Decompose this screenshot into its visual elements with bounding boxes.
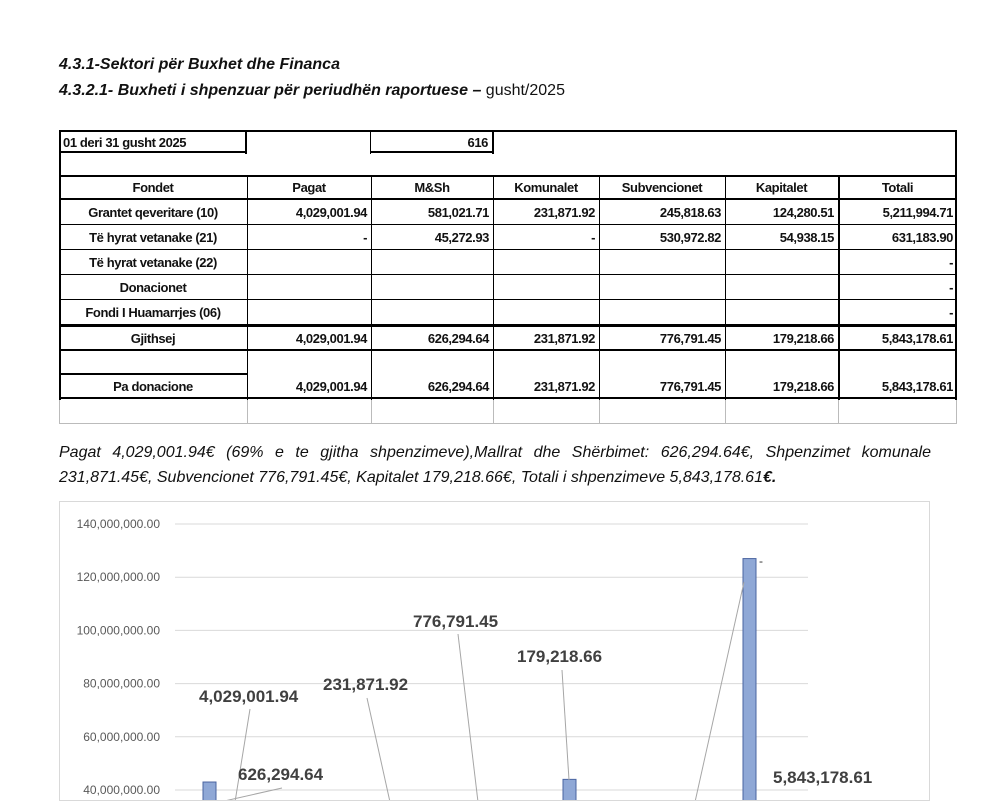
- row-value-pagat: [247, 275, 371, 299]
- chart-svg: [60, 502, 929, 800]
- section-heading: 4.3.1-Sektori për Buxhet dhe Financa: [59, 56, 340, 73]
- y-tick-label: 120,000,000.00: [76, 570, 160, 585]
- total-row-komunalet: 231,871.92: [533, 330, 595, 346]
- column-header-4: Komunalet: [514, 180, 578, 195]
- bar: [563, 779, 576, 800]
- row-value-pagat: -: [363, 229, 367, 245]
- leader-line: [235, 709, 250, 800]
- total-row-label: Gjithsej: [130, 330, 176, 346]
- table-rule: [59, 397, 957, 399]
- row-value-msh: 581,021.71: [427, 204, 489, 220]
- row-value-totali: 5,211,994.71: [882, 204, 953, 220]
- table-rule: [838, 400, 839, 424]
- row-fund-label: Të hyrat vetanake (21): [89, 229, 217, 245]
- y-tick-label: 140,000,000.00: [76, 517, 160, 531]
- row-fund-label: Grantet qeveritare (10): [88, 204, 218, 220]
- column-header-2: Pagat: [292, 180, 326, 195]
- no-donation-row-totali: 5,843,178.61: [881, 378, 953, 394]
- leader-line: [458, 634, 478, 800]
- summary-paragraph: [59, 440, 931, 490]
- table-rule: [493, 175, 494, 400]
- no-donation-row-pagat: 4,029,001.94: [295, 378, 367, 394]
- bar-marker: -: [759, 554, 763, 569]
- row-value-komunalet: [493, 250, 599, 274]
- table-rule: [247, 400, 248, 424]
- expenditure-chart: [59, 501, 930, 801]
- row-value-msh: [371, 300, 493, 324]
- no-donation-row-kapitalet: 179,218.66: [772, 378, 834, 394]
- table-rule: [59, 349, 957, 351]
- row-value-subvencionet: [599, 275, 725, 299]
- data-label: 4,029,001.94: [199, 687, 299, 706]
- table-rule: [59, 151, 247, 153]
- row-value-kapitalet: 54,938.15: [779, 229, 834, 245]
- total-row-totali: 5,843,178.61: [881, 330, 953, 346]
- row-value-subvencionet: [599, 300, 725, 324]
- summary-tail: €.: [762, 469, 777, 486]
- row-value-subvencionet: 530,972.82: [659, 229, 721, 245]
- table-rule: [247, 175, 248, 400]
- period-value: 616: [467, 134, 488, 150]
- row-value-kapitalet: [725, 300, 838, 324]
- total-row-subvencionet: 776,791.45: [659, 330, 721, 346]
- row-value-msh: 45,272.93: [434, 229, 489, 245]
- table-rule: [59, 400, 60, 424]
- row-fund-label: Të hyrat vetanake (22): [89, 254, 217, 270]
- table-rule: [59, 423, 957, 424]
- column-header-5: Subvencionet: [621, 180, 703, 195]
- total-row-msh: 626,294.64: [427, 330, 489, 346]
- y-tick-label: 40,000,000.00: [83, 783, 160, 797]
- subsection-heading: [59, 82, 565, 100]
- row-value-totali: -: [949, 279, 953, 295]
- data-label: 179,218.66: [517, 647, 603, 666]
- table-rule: [371, 400, 372, 424]
- table-rule: [371, 175, 372, 400]
- table-rule: [725, 400, 726, 424]
- row-value-komunalet: [493, 275, 599, 299]
- table-rule: [956, 400, 957, 424]
- row-value-pagat: [247, 250, 371, 274]
- row-value-msh: [371, 250, 493, 274]
- no-donation-row-komunalet: 231,871.92: [533, 378, 595, 394]
- subsection-title: 4.3.2.1- Buxheti i shpenzuar për periudhën raportuese –: [59, 82, 482, 99]
- row-value-kapitalet: [725, 250, 838, 274]
- table-rule: [599, 175, 600, 400]
- leader-line: [367, 698, 390, 800]
- row-value-subvencionet: [599, 250, 725, 274]
- data-label: 5,843,178.61: [773, 768, 873, 787]
- row-fund-label: Fondi I Huamarrjes (06): [85, 304, 221, 320]
- bar: [743, 559, 756, 800]
- row-value-pagat: 4,029,001.94: [295, 204, 367, 220]
- subsection-period: gusht/2025: [481, 82, 565, 99]
- column-header-3: M&Sh: [414, 180, 450, 195]
- bar: [203, 782, 216, 800]
- data-label: 231,871.92: [323, 675, 409, 694]
- no-donation-row-label: Pa donacione: [113, 378, 193, 394]
- column-header-7: Totali: [881, 180, 914, 195]
- no-donation-row-subvencionet: 776,791.45: [659, 378, 721, 394]
- y-tick-label: 60,000,000.00: [83, 729, 160, 744]
- summary-text: Pagat 4,029,001.94€ (69% e te gjitha shpenzimeve),Mallrat dhe Shërbimet: 626,294.64€, Shpenzimet komunale 231,871.45€, Subvencionet 776,791.45€, Kapitalet 179,218.66€, Totali i shpenzimeve 5,843,178.61: [59, 444, 931, 486]
- table-rule: [493, 400, 494, 424]
- row-value-totali: -: [949, 254, 953, 270]
- leader-line: [562, 670, 569, 780]
- row-value-kapitalet: [725, 275, 838, 299]
- data-label: 626,294.64: [238, 765, 324, 784]
- row-value-pagat: [247, 300, 371, 324]
- leader-line: [695, 582, 744, 800]
- y-tick-label: 100,000,000.00: [76, 623, 160, 638]
- row-value-komunalet: [493, 300, 599, 324]
- total-row-kapitalet: 179,218.66: [772, 330, 834, 346]
- table-rule: [599, 400, 600, 424]
- row-value-komunalet: -: [591, 229, 595, 245]
- period-label: 01 deri 31 gusht 2025: [63, 134, 187, 150]
- column-header-1: Fondet: [132, 180, 174, 195]
- table-rule: [725, 175, 726, 400]
- row-value-totali: 631,183.90: [891, 229, 953, 245]
- table-rule: [838, 175, 840, 400]
- row-value-msh: [371, 275, 493, 299]
- row-value-totali: -: [949, 304, 953, 320]
- total-row-pagat: 4,029,001.94: [295, 330, 367, 346]
- row-value-komunalet: 231,871.92: [533, 204, 595, 220]
- row-value-subvencionet: 245,818.63: [659, 204, 721, 220]
- no-donation-row-msh: 626,294.64: [427, 378, 489, 394]
- row-fund-label: Donacionet: [119, 279, 187, 295]
- column-header-6: Kapitalet: [755, 180, 808, 195]
- budget-table: [59, 130, 957, 424]
- y-tick-label: 80,000,000.00: [83, 676, 160, 691]
- row-value-kapitalet: 124,280.51: [772, 204, 834, 220]
- data-label: 776,791.45: [413, 612, 499, 631]
